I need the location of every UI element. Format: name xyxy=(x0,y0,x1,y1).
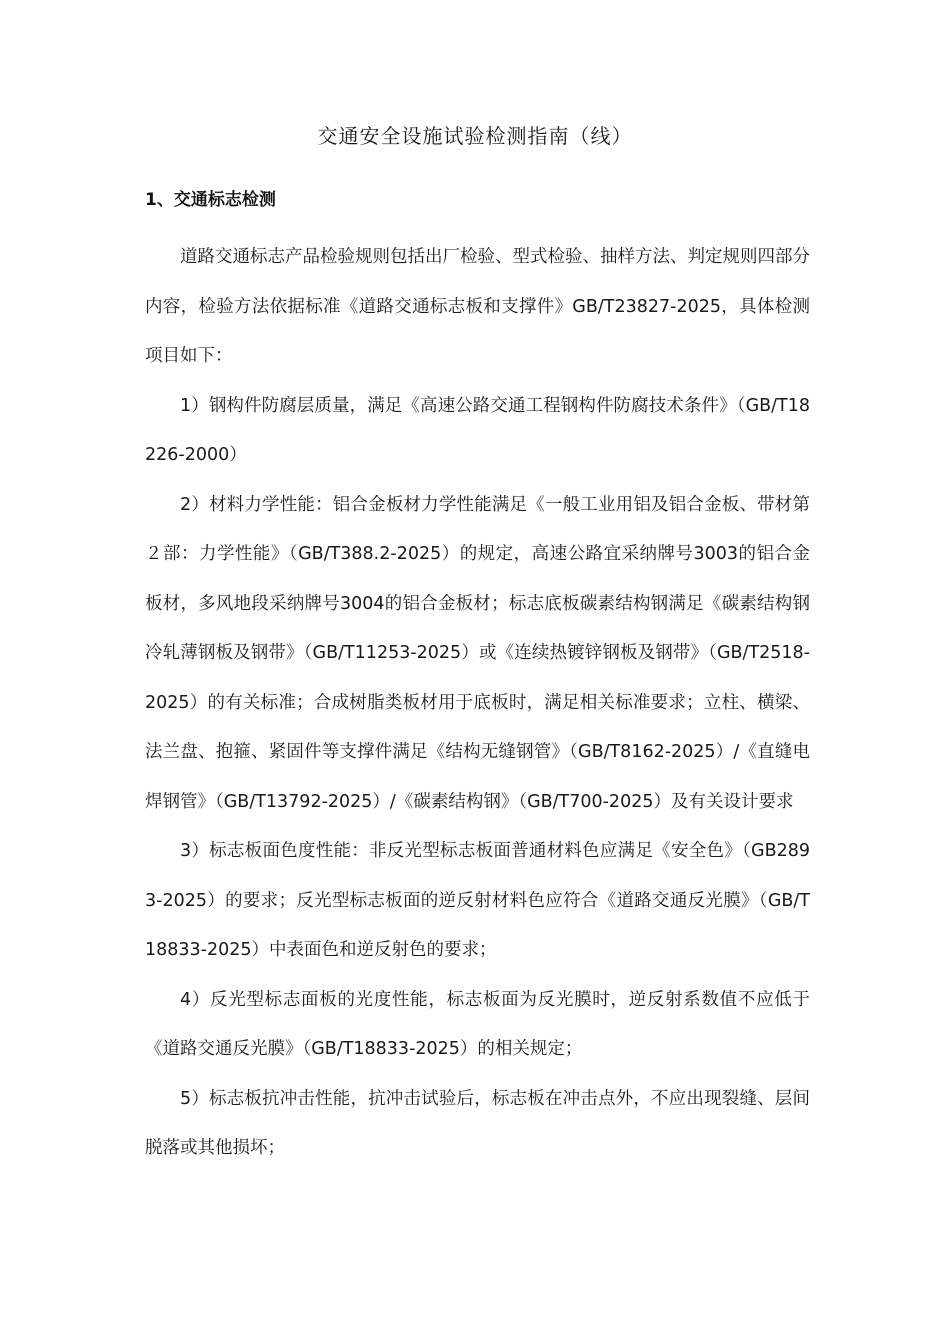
document-body xyxy=(145,233,810,1174)
section-heading: 1、交通标志检测 xyxy=(145,190,276,210)
paragraph-intro: 道路交通标志产品检验规则包括出厂检验、型式检验、抽样方法、判定规则四部分内容，检验方法依据标准《道路交通标志板和支撑件》GB/T23827-2025，具体检测项目如下： xyxy=(145,247,810,366)
paragraph-item-4: 4）反光型标志面板的光度性能，标志板面为反光膜时，逆反射系数值不应低于《道路交通反光膜》（GB/T18833-2025）的相关规定； xyxy=(145,989,810,1059)
document-title: 交通安全设施试验检测指南（线） xyxy=(317,124,633,148)
paragraph-item-2: 2）材料力学性能：铝合金板材力学性能满足《一般工业用铝及铝合金板、带材第２部：力学性能》（GB/T388.2-2025）的规定，高速公路宜采纳牌号3003的铝合金板材，多风地段采纳牌号3004的铝合金板材；标志底板碳素结构钢满足《碳素结构钢冷轧薄钢板及钢带》（GB/T11253-2025）或《连续热镀锌钢板及钢带》（GB/T2518-2025）的有关标准；合成树脂类板材用于底板时，满足相关标准要求；立柱、横梁、法兰盘、抱箍、紧固件等支撑件满足《结构无缝钢管》（GB/T8162-2025）/《直缝电焊钢管》（GB/T13792-2025）/《碳素结构钢》（GB/T700-2025）及有关设计要求 xyxy=(145,494,810,812)
paragraph-item-5: 5）标志板抗冲击性能，抗冲击试验后，标志板在冲击点外，不应出现裂缝、层间脱落或其他损坏； xyxy=(145,1088,810,1158)
paragraph-item-3: 3）标志板面色度性能：非反光型标志板面普通材料色应满足《安全色》（GB2893-2025）的要求；反光型标志板面的逆反射材料色应符合《道路交通反光膜》（GB/T18833-2025）中表面色和逆反射色的要求； xyxy=(145,841,810,960)
paragraph-item-1: 1）钢构件防腐层质量，满足《高速公路交通工程钢构件防腐技术条件》（GB/T18226-2000） xyxy=(145,395,810,465)
